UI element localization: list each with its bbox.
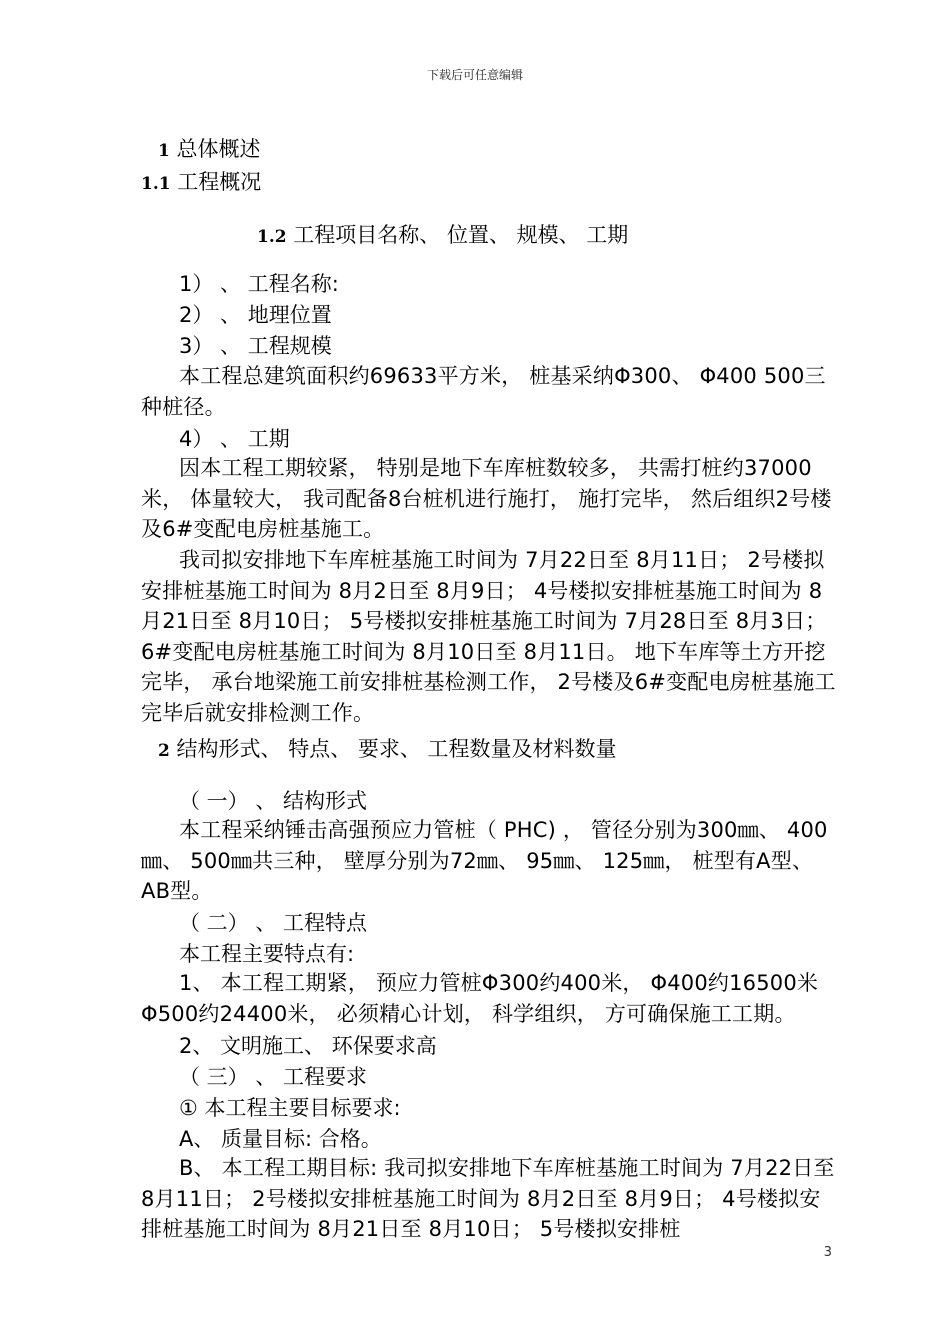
section-structure-label: （ 一） 、 结构形式 [179, 789, 368, 813]
heading-1-1 [141, 166, 261, 196]
section-requirements-label: （ 三） 、 工程要求 [179, 1065, 368, 1089]
heading-2 [158, 733, 617, 763]
period-paragraph-1 [141, 453, 841, 545]
heading-1-1-number: 1.1 [141, 174, 171, 194]
item-scale: 3） 、 工程规模 [179, 334, 332, 358]
period-paragraph-2-text: 我司拟安排地下车库桩基施工时间为 7月22日至 8月11日； 2号楼拟安排桩基施工时间为 8月2日至 8月9日； 4号楼拟安排桩基施工时间为 8月21日至 8月10日； 5号楼拟安排桩基施工时间为 7月28日至 8月3日； 6#变配电房桩基施工时间为 8月10日至 8月11日。 地下车库等土方开挖完毕， 承台地梁施工前安排桩基检测工作， 2号楼及6#变配电房桩基施工完毕后就安排检测工作。 [141, 548, 836, 725]
scale-paragraph [141, 361, 841, 422]
features-intro: 本工程主要特点有: [179, 942, 355, 966]
features-item-1 [141, 968, 841, 1029]
scale-paragraph-text: 本工程总建筑面积约69633平方米， 桩基采纳Φ300、 Φ400 500三种桩径。 [141, 364, 826, 419]
heading-2-text: 结构形式、 特点、 要求、 工程数量及材料数量 [176, 737, 617, 761]
heading-1-number: 1 [158, 141, 170, 161]
heading-1-2 [257, 219, 628, 249]
section-features-label: （ 二） 、 工程特点 [179, 911, 368, 935]
heading-1-2-number: 1.2 [257, 227, 287, 247]
period-paragraph-1-text: 因本工程工期较紧， 特别是地下车库桩数较多， 共需打桩约37000米， 体量较大， 我司配备8台桩机进行施打， 施打完毕， 然后组织2号楼及6#变配电房桩基施工。 [141, 456, 832, 541]
header-note: 下载后可任意编辑 [426, 68, 523, 82]
heading-1-text: 总体概述 [176, 137, 261, 161]
requirements-intro: ① 本工程主要目标要求: [179, 1096, 401, 1120]
heading-1-2-text: 工程项目名称、 位置、 规模、 工期 [293, 223, 629, 247]
item-project-name: 1） 、 工程名称: [179, 272, 339, 296]
requirements-quality: A、 质量目标: 合格。 [179, 1127, 382, 1151]
features-item-1-text: 1、 本工程工期紧， 预应力管桩Φ300约400米， Φ400约16500米Φ500约24400米， 必须精心计划， 科学组织， 方可确保施工工期。 [141, 971, 819, 1026]
page-number: 3 [823, 1245, 832, 1260]
structure-paragraph [141, 815, 841, 907]
period-paragraph-2 [141, 545, 841, 728]
heading-1 [158, 133, 261, 163]
requirements-schedule [141, 1153, 841, 1245]
heading-1-1-text: 工程概况 [177, 170, 262, 194]
features-item-2: 2、 文明施工、 环保要求高 [179, 1034, 437, 1058]
structure-paragraph-text: 本工程采纳锤击高强预应力管桩（ PHC) ， 管径分别为300㎜、 400㎜、 500㎜共三种， 壁厚分别为72㎜、 95㎜、 125㎜， 桩型有A型、 AB型。 [141, 818, 828, 903]
item-location: 2） 、 地理位置 [179, 303, 332, 327]
item-period: 4） 、 工期 [179, 427, 290, 451]
heading-2-number: 2 [158, 741, 170, 761]
requirements-schedule-text: B、 本工程工期目标: 我司拟安排地下车库桩基施工时间为 7月22日至 8月11日； 2号楼拟安排桩基施工时间为 8月2日至 8月9日； 4号楼拟安排桩基施工时间为 8月21日至 8月10日； 5号楼拟安排桩 [141, 1156, 835, 1241]
